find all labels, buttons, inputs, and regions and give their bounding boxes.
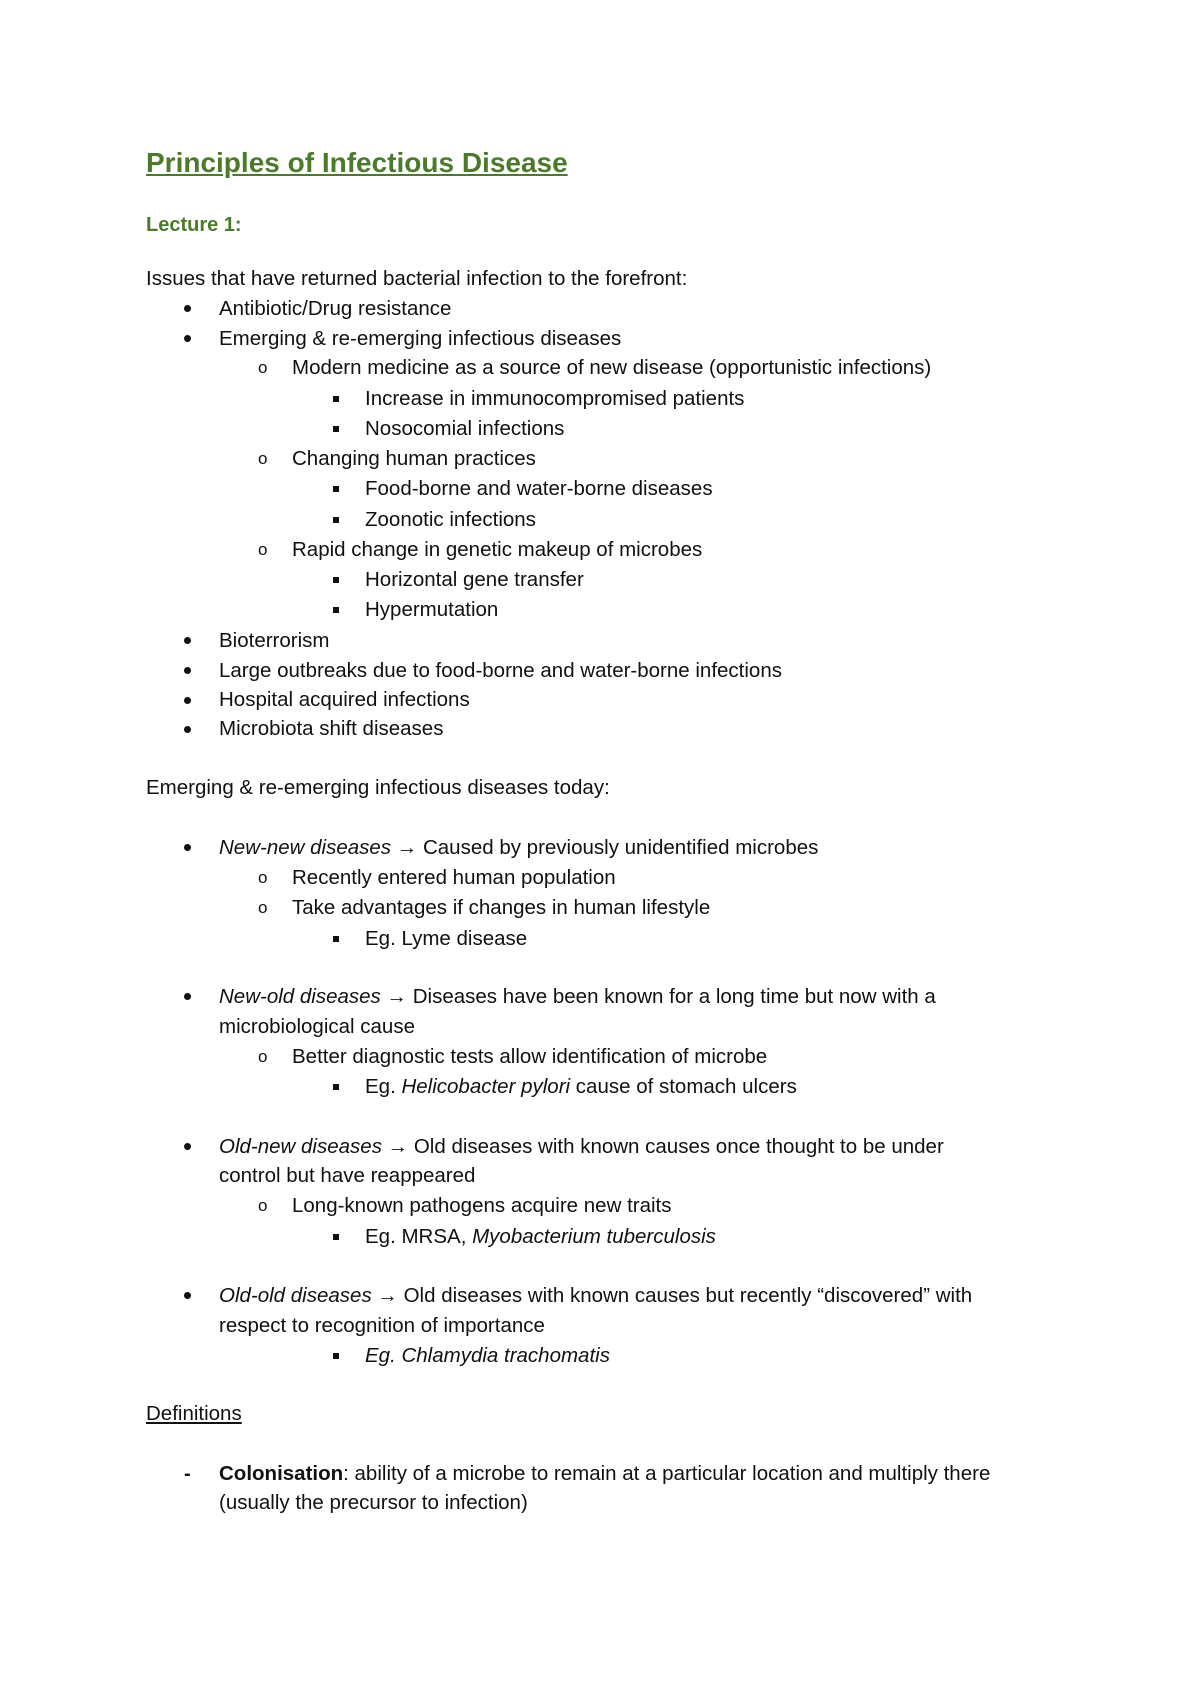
- bullet-square-icon: [333, 1353, 339, 1359]
- term-description: Old diseases with known causes once thought to be under: [408, 1135, 944, 1158]
- term-old-old: Old-old diseases: [219, 1284, 372, 1307]
- bullet-circle-icon: o: [258, 1196, 268, 1215]
- list-item: Bioterrorism: [219, 629, 330, 652]
- bullet-square-icon: [333, 936, 339, 942]
- list-item: Modern medicine as a source of new disease (opportunistic infections): [292, 356, 932, 379]
- list-item: Increase in immunocompromised patients: [365, 387, 745, 410]
- definition-continuation: (usually the precursor to infection): [219, 1491, 528, 1514]
- list-item: Hospital acquired infections: [219, 688, 470, 711]
- list-item: Microbiota shift diseases: [219, 717, 444, 740]
- lecture-heading: Lecture 1:: [146, 214, 242, 236]
- list-item-continuation: control but have reappeared: [219, 1164, 476, 1187]
- list-item: Recently entered human population: [292, 866, 616, 889]
- term-description: Caused by previously unidentified microbes: [417, 836, 819, 859]
- arrow-right-icon: →: [377, 1284, 398, 1307]
- example-prefix: Eg.: [365, 1075, 402, 1098]
- list-item: Eg. Lyme disease: [365, 927, 528, 950]
- list-item: Changing human practices: [292, 447, 536, 470]
- list-item: Take advantages if changes in human lifestyle: [292, 896, 711, 919]
- term-description: Old diseases with known causes but recently “discovered” with: [397, 1284, 973, 1307]
- dash-bullet: -: [184, 1463, 191, 1485]
- bullet-circle-icon: o: [258, 358, 268, 377]
- bullet-dot-icon: [184, 1292, 191, 1299]
- organism-name: Helicobacter pylori: [401, 1075, 571, 1098]
- list-item: [219, 1283, 972, 1309]
- list-item: Antibiotic/Drug resistance: [219, 297, 452, 320]
- bullet-dot-icon: [184, 667, 191, 674]
- bullet-square-icon: [333, 517, 339, 523]
- list-item: [365, 1224, 716, 1250]
- bullet-dot-icon: [184, 305, 191, 312]
- bullet-circle-icon: o: [258, 540, 268, 559]
- term-new-new: New-new diseases: [219, 836, 392, 859]
- bullet-square-icon: [333, 577, 339, 583]
- bullet-square-icon: [333, 1084, 339, 1090]
- bullet-dot-icon: [184, 844, 191, 851]
- list-item: [219, 984, 936, 1010]
- list-item: [365, 1074, 797, 1100]
- bullet-circle-icon: o: [258, 1047, 268, 1066]
- bullet-circle-icon: o: [258, 868, 268, 887]
- bullet-circle-icon: o: [258, 449, 268, 468]
- list-item: Hypermutation: [365, 598, 499, 621]
- bullet-square-icon: [333, 396, 339, 402]
- list-item: [219, 1134, 944, 1160]
- bullet-dot-icon: [184, 726, 191, 733]
- list-item: Horizontal gene transfer: [365, 568, 584, 591]
- bullet-square-icon: [333, 486, 339, 492]
- bullet-dot-icon: [184, 1143, 191, 1150]
- definition-term: Colonisation: [219, 1462, 344, 1485]
- document-title: Principles of Infectious Disease: [146, 147, 568, 178]
- list-item: Better diagnostic tests allow identification of microbe: [292, 1045, 768, 1068]
- list-item: Zoonotic infections: [365, 508, 536, 531]
- bullet-square-icon: [333, 607, 339, 613]
- bullet-circle-icon: o: [258, 898, 268, 917]
- bullet-dot-icon: [184, 993, 191, 1000]
- list-item: Nosocomial infections: [365, 417, 565, 440]
- definitions-heading: Definitions: [146, 1402, 242, 1425]
- list-item-continuation: respect to recognition of importance: [219, 1314, 545, 1337]
- bullet-square-icon: [333, 1234, 339, 1240]
- example-prefix: Eg. MRSA,: [365, 1225, 473, 1248]
- organism-name: Myobacterium tuberculosis: [472, 1225, 716, 1248]
- list-item-continuation: microbiological cause: [219, 1015, 415, 1038]
- bullet-dot-icon: [184, 697, 191, 704]
- bullet-dot-icon: [184, 637, 191, 644]
- arrow-right-icon: →: [387, 1135, 409, 1158]
- list-item: Long-known pathogens acquire new traits: [292, 1194, 672, 1217]
- term-old-new: Old-new diseases: [219, 1135, 382, 1158]
- list-item: Emerging & re-emerging infectious diseases: [219, 327, 622, 350]
- list-item: Rapid change in genetic makeup of microbes: [292, 538, 703, 561]
- list-item: Large outbreaks due to food-borne and water-borne infections: [219, 659, 782, 682]
- emerging-intro: Emerging & re-emerging infectious diseases today:: [146, 776, 610, 799]
- issues-intro: Issues that have returned bacterial infection to the forefront:: [146, 267, 688, 290]
- arrow-right-icon: →: [396, 836, 418, 859]
- example-suffix: cause of stomach ulcers: [570, 1075, 797, 1098]
- list-item: [219, 835, 818, 861]
- bullet-dot-icon: [184, 335, 191, 342]
- term-description: Diseases have been known for a long time but now with a: [407, 985, 936, 1008]
- list-item: Food-borne and water-borne diseases: [365, 477, 713, 500]
- bullet-square-icon: [333, 426, 339, 432]
- arrow-right-icon: →: [386, 985, 408, 1008]
- list-item: Eg. Chlamydia trachomatis: [365, 1344, 610, 1367]
- definition-text: : ability of a microbe to remain at a particular location and multiply there: [343, 1462, 991, 1485]
- definition-item: [219, 1461, 990, 1487]
- term-new-old: New-old diseases: [219, 985, 381, 1008]
